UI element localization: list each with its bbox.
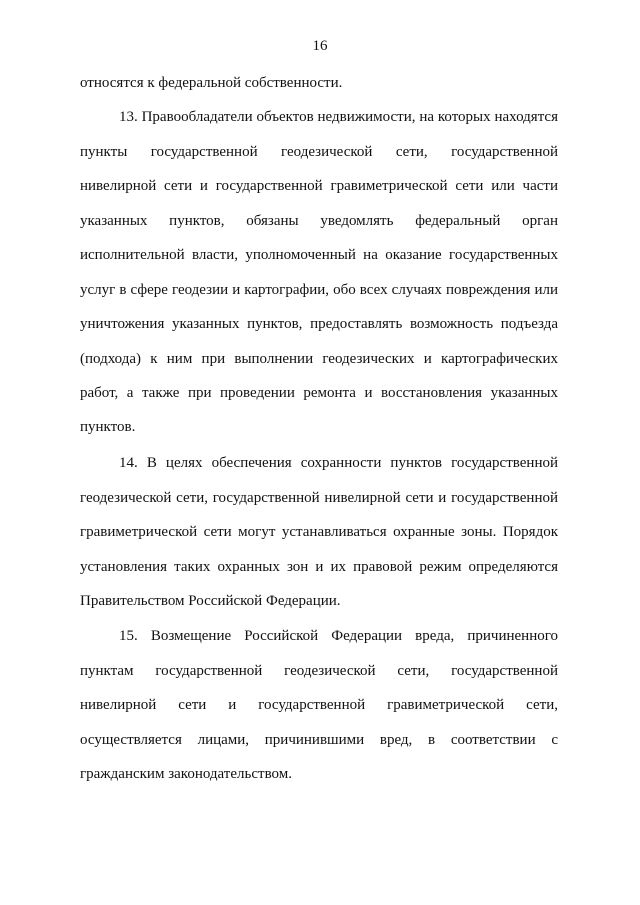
text-line: (подхода) к ним при выполнении геодезических и картографических <box>80 351 558 367</box>
text-line: пунктам государственной геодезической сети, государственной <box>80 663 558 679</box>
text-line: установления таких охранных зон и их правовой режим определяются <box>80 559 558 575</box>
page-number: 16 <box>312 38 328 54</box>
text-line: уничтожения указанных пунктов, предоставлять возможность подъезда <box>80 316 558 332</box>
text-line: геодезической сети, государственной нивелирной сети и государственной <box>80 490 558 506</box>
text-line: работ, а также при проведении ремонта и восстановления указанных <box>80 385 558 401</box>
text-line: 14. В целях обеспечения сохранности пунктов государственной <box>119 455 558 471</box>
text-line: гражданским законодательством. <box>80 766 292 782</box>
text-line: пункты государственной геодезической сети, государственной <box>80 144 558 160</box>
text-line: гравиметрической сети могут устанавливаться охранные зоны. Порядок <box>80 524 558 540</box>
text-line: нивелирной сети и государственной гравиметрической сети или части <box>80 178 558 194</box>
text-line: 15. Возмещение Российской Федерации вреда, причиненного <box>119 628 558 644</box>
text-line: относятся к федеральной собственности. <box>80 75 343 91</box>
text-line: пунктов. <box>80 419 136 435</box>
text-line: услуг в сфере геодезии и картографии, обо всех случаях повреждения или <box>80 282 558 298</box>
text-line: нивелирной сети и государственной гравиметрической сети, <box>80 697 558 713</box>
text-line: исполнительной власти, уполномоченный на оказание государственных <box>80 247 558 263</box>
text-line: указанных пунктов, обязаны уведомлять федеральный орган <box>80 213 558 229</box>
text-line: 13. Правообладатели объектов недвижимости, на которых находятся <box>119 109 558 125</box>
text-line: осуществляется лицами, причинившими вред, в соответствии с <box>80 732 558 748</box>
text-line: Правительством Российской Федерации. <box>80 593 341 609</box>
